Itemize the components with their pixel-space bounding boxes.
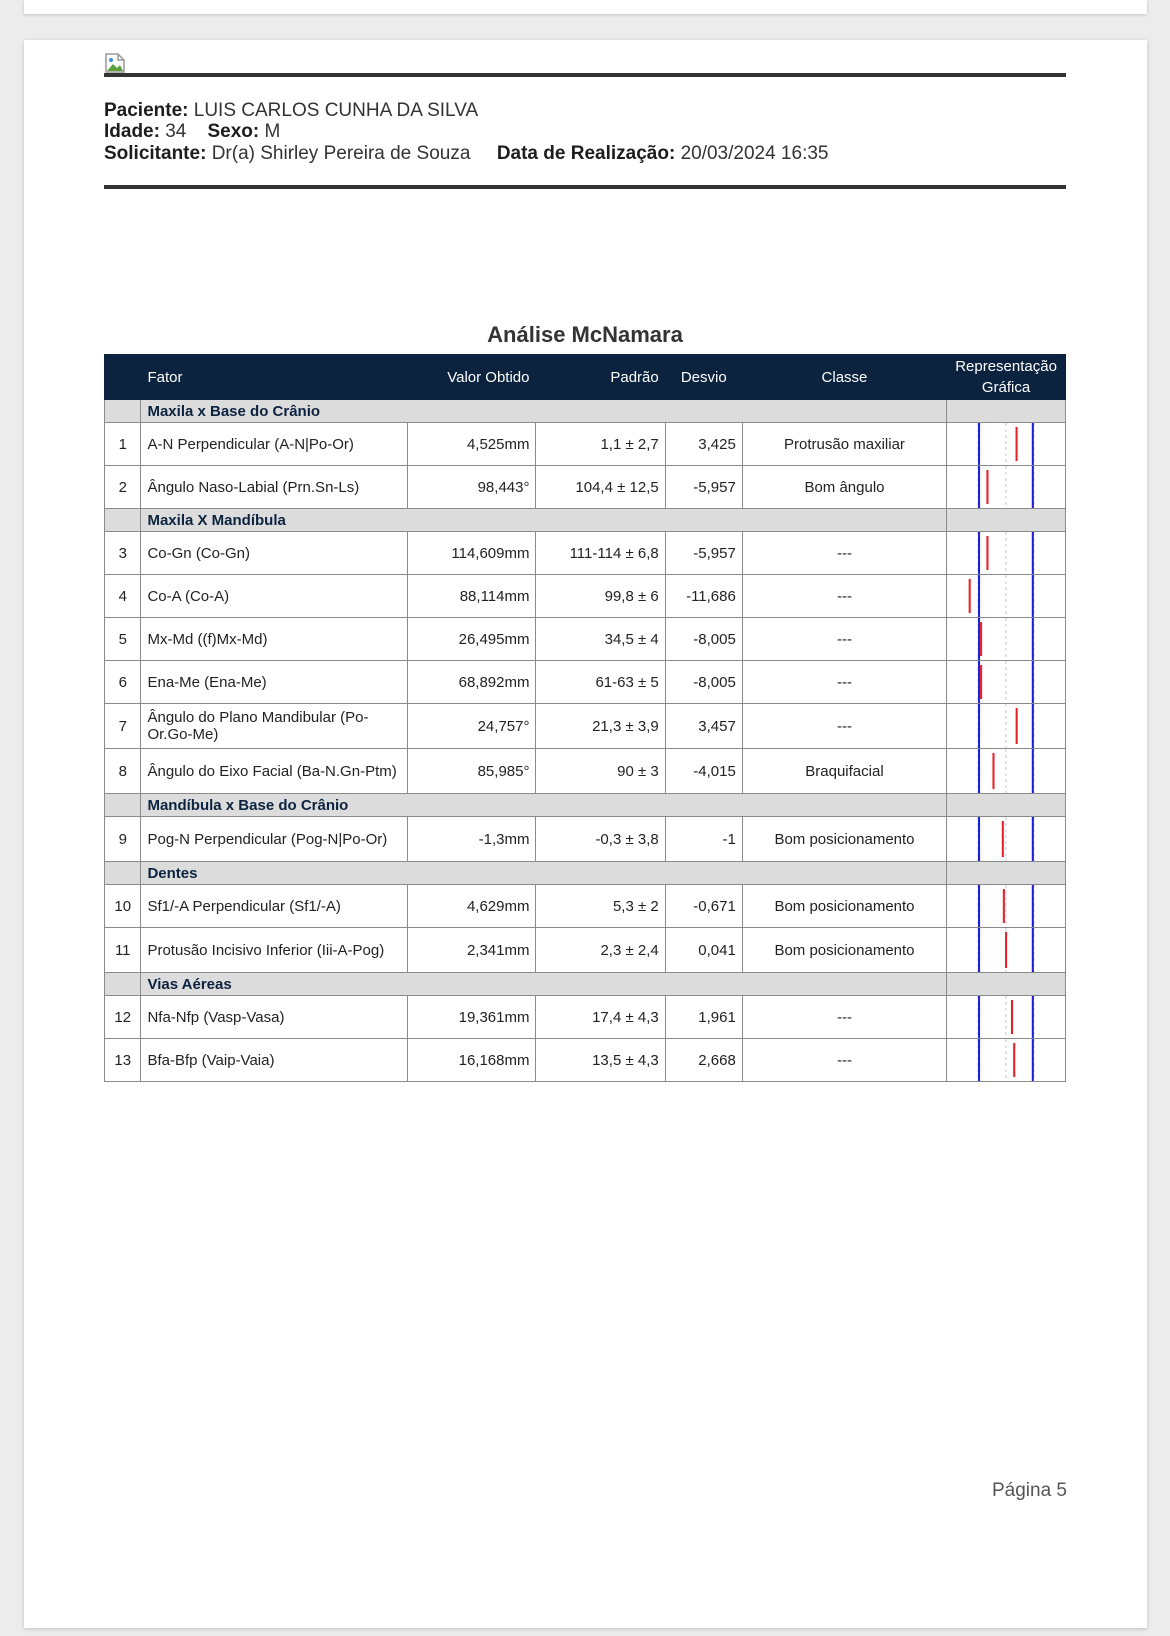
row-desvio: 3,425 [665,423,742,466]
row-graph-cell [947,532,1066,575]
row-valor: 98,443° [408,466,536,509]
section-row [105,862,1066,885]
row-padrao: 61-63 ± 5 [536,661,665,704]
section-title: Maxila X Mandíbula [141,509,947,532]
section-row [105,509,1066,532]
date-value: 20/03/2024 16:35 [680,143,829,164]
row-fator: Ena-Me (Ena-Me) [141,661,408,704]
patient-line [104,100,478,122]
header-top-rule [104,73,1066,77]
row-valor: 26,495mm [408,618,536,661]
patient-name: LUIS CARLOS CUNHA DA SILVA [193,100,479,121]
age-value: 34 [165,121,187,142]
row-desvio: -0,671 [665,885,742,928]
row-graph-cell [947,575,1066,618]
table-row [105,423,1066,466]
row-desvio: -5,957 [665,532,742,575]
row-desvio: -8,005 [665,618,742,661]
col-classe-header: Classe [742,355,946,400]
deviation-plot [947,661,1065,703]
row-classe: --- [742,532,946,575]
sex-label: Sexo: [207,121,260,142]
table-row [105,928,1066,973]
row-classe: --- [742,661,946,704]
row-index: 3 [105,532,141,575]
report-page [24,40,1147,1628]
row-padrao: 90 ± 3 [536,749,665,794]
row-desvio: -8,005 [665,661,742,704]
row-valor: 19,361mm [408,996,536,1039]
section-index-cell [105,862,141,885]
table-row [105,885,1066,928]
row-desvio: -4,015 [665,749,742,794]
row-classe: Bom posicionamento [742,817,946,862]
date-label: Data de Realização: [496,143,676,164]
section-row [105,400,1066,423]
row-index: 7 [105,704,141,749]
row-index: 5 [105,618,141,661]
row-valor: 88,114mm [408,575,536,618]
row-valor: 4,525mm [408,423,536,466]
row-graph-cell [947,749,1066,794]
row-padrao: 99,8 ± 6 [536,575,665,618]
row-graph-cell [947,704,1066,749]
col-padrao-header: Padrão [536,355,665,400]
row-padrao: 17,4 ± 4,3 [536,996,665,1039]
deviation-plot [947,532,1065,574]
row-index: 8 [105,749,141,794]
deviation-plot [947,885,1065,927]
row-valor: 114,609mm [408,532,536,575]
row-padrao: 13,5 ± 4,3 [536,1039,665,1082]
table-row [105,466,1066,509]
section-index-cell [105,509,141,532]
requester-line [104,143,828,165]
row-padrao: 111-114 ± 6,8 [536,532,665,575]
deviation-plot [947,996,1065,1038]
row-valor: 85,985° [408,749,536,794]
row-fator: Bfa-Bfp (Vaip-Vaia) [141,1039,408,1082]
section-graph-cell [947,400,1066,423]
deviation-plot [947,749,1065,793]
analysis-title: Análise McNamara [487,322,683,347]
row-fator: Co-A (Co-A) [141,575,408,618]
deviation-plot [947,423,1065,465]
row-fator: Protusão Incisivo Inferior (Iii-A-Pog) [141,928,408,973]
row-classe: Protrusão maxiliar [742,423,946,466]
row-padrao: 5,3 ± 2 [536,885,665,928]
row-index: 4 [105,575,141,618]
row-index: 2 [105,466,141,509]
table-row [105,749,1066,794]
row-graph-cell [947,928,1066,973]
deviation-plot [947,1039,1065,1081]
row-classe: Braquifacial [742,749,946,794]
row-fator: Nfa-Nfp (Vasp-Vasa) [141,996,408,1039]
row-graph-cell [947,817,1066,862]
row-fator: Sf1/-A Perpendicular (Sf1/-A) [141,885,408,928]
section-index-cell [105,794,141,817]
row-graph-cell [947,1039,1066,1082]
row-fator: Ângulo Naso-Labial (Prn.Sn-Ls) [141,466,408,509]
row-desvio: 2,668 [665,1039,742,1082]
row-graph-cell [947,618,1066,661]
mcnamara-table [104,354,1066,1082]
section-title: Maxila x Base do Crânio [141,400,947,423]
table-row [105,996,1066,1039]
col-desvio-header: Desvio [665,355,742,400]
row-desvio: 1,961 [665,996,742,1039]
previous-page-edge [24,0,1147,14]
row-classe: Bom ângulo [742,466,946,509]
row-fator: Ângulo do Plano Mandibular (Po-Or.Go-Me) [141,704,408,749]
deviation-plot [947,466,1065,508]
col-valor-header: Valor Obtido [408,355,536,400]
section-row [105,973,1066,996]
row-fator: Mx-Md ((f)Mx-Md) [141,618,408,661]
section-title: Mandíbula x Base do Crânio [141,794,947,817]
table-row [105,532,1066,575]
row-desvio: 0,041 [665,928,742,973]
age-label: Idade: [104,121,160,142]
table-row [105,618,1066,661]
row-index: 6 [105,661,141,704]
broken-image-icon [104,52,126,74]
row-fator: A-N Perpendicular (A-N|Po-Or) [141,423,408,466]
row-fator: Ângulo do Eixo Facial (Ba-N.Gn-Ptm) [141,749,408,794]
row-classe: --- [742,704,946,749]
row-graph-cell [947,661,1066,704]
row-classe: --- [742,1039,946,1082]
row-desvio: 3,457 [665,704,742,749]
section-row [105,794,1066,817]
row-padrao: 21,3 ± 3,9 [536,704,665,749]
row-valor: 16,168mm [408,1039,536,1082]
section-index-cell [105,400,141,423]
row-valor: -1,3mm [408,817,536,862]
row-padrao: 2,3 ± 2,4 [536,928,665,973]
deviation-plot [947,928,1065,972]
deviation-plot [947,817,1065,861]
row-classe: --- [742,618,946,661]
row-index: 9 [105,817,141,862]
header-bottom-rule [104,185,1066,189]
table-row [105,661,1066,704]
age-sex-line [104,121,280,143]
row-padrao: 104,4 ± 12,5 [536,466,665,509]
col-index-header [105,355,141,400]
section-graph-cell [947,794,1066,817]
table-row [105,817,1066,862]
row-index: 10 [105,885,141,928]
patient-label: Paciente: [104,100,189,121]
row-index: 12 [105,996,141,1039]
section-title: Dentes [141,862,947,885]
row-valor: 2,341mm [408,928,536,973]
row-fator: Pog-N Perpendicular (Pog-N|Po-Or) [141,817,408,862]
table-row [105,704,1066,749]
row-padrao: 1,1 ± 2,7 [536,423,665,466]
deviation-plot [947,618,1065,660]
row-valor: 68,892mm [408,661,536,704]
section-title: Vias Aéreas [141,973,947,996]
row-valor: 24,757° [408,704,536,749]
deviation-plot [947,575,1065,617]
row-graph-cell [947,996,1066,1039]
page-number: Página 5 [991,1480,1067,1501]
row-padrao: -0,3 ± 3,8 [536,817,665,862]
table-row [105,575,1066,618]
section-graph-cell [947,509,1066,532]
table-header-row [105,355,1066,400]
row-classe: --- [742,575,946,618]
row-graph-cell [947,423,1066,466]
row-desvio: -5,957 [665,466,742,509]
section-index-cell [105,973,141,996]
row-index: 1 [105,423,141,466]
sex-value: M [264,121,281,142]
col-fator-header: Fator [141,355,408,400]
table-row [105,1039,1066,1082]
row-desvio: -1 [665,817,742,862]
deviation-plot [947,704,1065,748]
section-graph-cell [947,973,1066,996]
section-graph-cell [947,862,1066,885]
row-fator: Co-Gn (Co-Gn) [141,532,408,575]
row-classe: --- [742,996,946,1039]
row-desvio: -11,686 [665,575,742,618]
row-padrao: 34,5 ± 4 [536,618,665,661]
requester-value: Dr(a) Shirley Pereira de Souza [211,143,471,164]
row-classe: Bom posicionamento [742,928,946,973]
row-classe: Bom posicionamento [742,885,946,928]
row-graph-cell [947,466,1066,509]
requester-label: Solicitante: [104,143,207,164]
table-body [105,400,1066,1082]
row-graph-cell [947,885,1066,928]
col-graph-header: Representação Gráfica [947,355,1066,400]
row-index: 13 [105,1039,141,1082]
row-index: 11 [105,928,141,973]
row-valor: 4,629mm [408,885,536,928]
